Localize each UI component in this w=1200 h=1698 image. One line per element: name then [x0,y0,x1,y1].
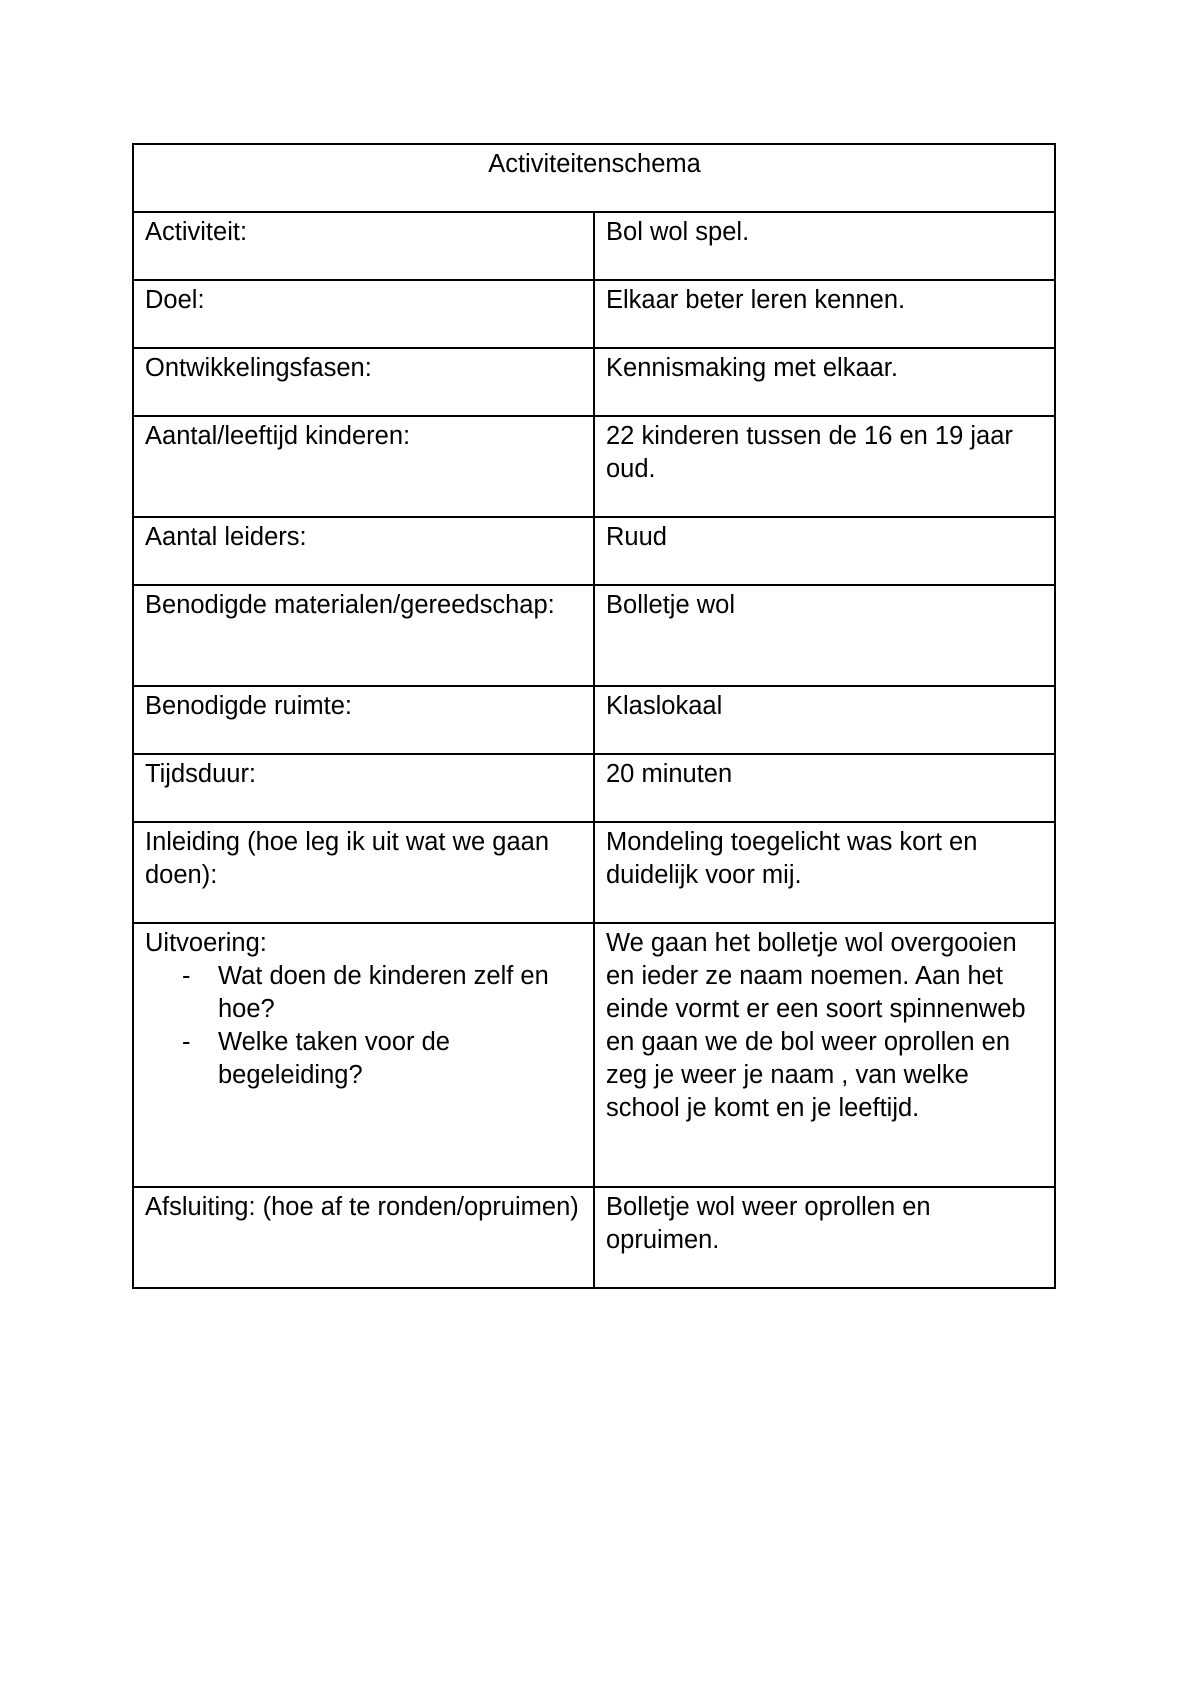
row-label-ruimte: Benodigde ruimte: [133,686,594,754]
table-title: Activiteitenschema [133,144,1055,212]
row-value-materialen: Bolletje wol [594,585,1055,686]
row-label-materialen: Benodigde materialen/gereedschap: [133,585,594,686]
uitvoering-sub-list [145,960,583,1092]
activity-schema-table [132,143,1056,1289]
row-cell-uitvoering [133,923,594,1187]
row-label-tijdsduur: Tijdsduur: [133,754,594,822]
list-item-text: Welke taken voor de begeleiding? [218,1028,450,1089]
dash-bullet-icon: - [182,962,191,990]
table-row [133,280,1055,348]
row-label-activiteit: Activiteit: [133,212,594,280]
row-label-afsluiting: Afsluiting: (hoe af te ronden/opruimen) [133,1187,594,1288]
row-value-tijdsduur: 20 minuten [594,754,1055,822]
row-label-aantal-leeftijd: Aantal/leeftijd kinderen: [133,416,594,517]
table-row [133,822,1055,923]
table-row [133,754,1055,822]
row-label-inleiding: Inleiding (hoe leg ik uit wat we gaan doen): [133,822,594,923]
table-row [133,1187,1055,1288]
row-label-aantal-leiders: Aantal leiders: [133,517,594,585]
row-value-aantal-leiders: Ruud [594,517,1055,585]
row-label-doel: Doel: [133,280,594,348]
row-value-doel: Elkaar beter leren kennen. [594,280,1055,348]
row-value-aantal-leeftijd: 22 kinderen tussen de 16 en 19 jaar oud. [594,416,1055,517]
table-row [133,348,1055,416]
row-value-ruimte: Klaslokaal [594,686,1055,754]
list-item [182,1026,583,1092]
dash-bullet-icon: - [182,1028,191,1056]
table-row [133,585,1055,686]
row-value-uitvoering: We gaan het bolletje wol overgooien en ieder ze naam noemen. Aan het einde vormt er een soort spinnenweb en gaan we de bol weer oprollen en zeg je weer je naam , van welke school je komt en je leeftijd. [594,923,1055,1187]
list-item [182,960,583,1026]
table-row [133,416,1055,517]
row-label-ontwikkelingsfasen: Ontwikkelingsfasen: [133,348,594,416]
row-value-afsluiting: Bolletje wol weer oprollen en opruimen. [594,1187,1055,1288]
row-value-activiteit: Bol wol spel. [594,212,1055,280]
table-title-row [133,144,1055,212]
row-value-inleiding: Mondeling toegelicht was kort en duidelijk voor mij. [594,822,1055,923]
row-value-ontwikkelingsfasen: Kennismaking met elkaar. [594,348,1055,416]
table-row [133,517,1055,585]
table-row [133,212,1055,280]
row-label-uitvoering: Uitvoering: [145,929,267,957]
table-row [133,686,1055,754]
list-item-text: Wat doen de kinderen zelf en hoe? [218,962,549,1023]
table-row [133,923,1055,1187]
